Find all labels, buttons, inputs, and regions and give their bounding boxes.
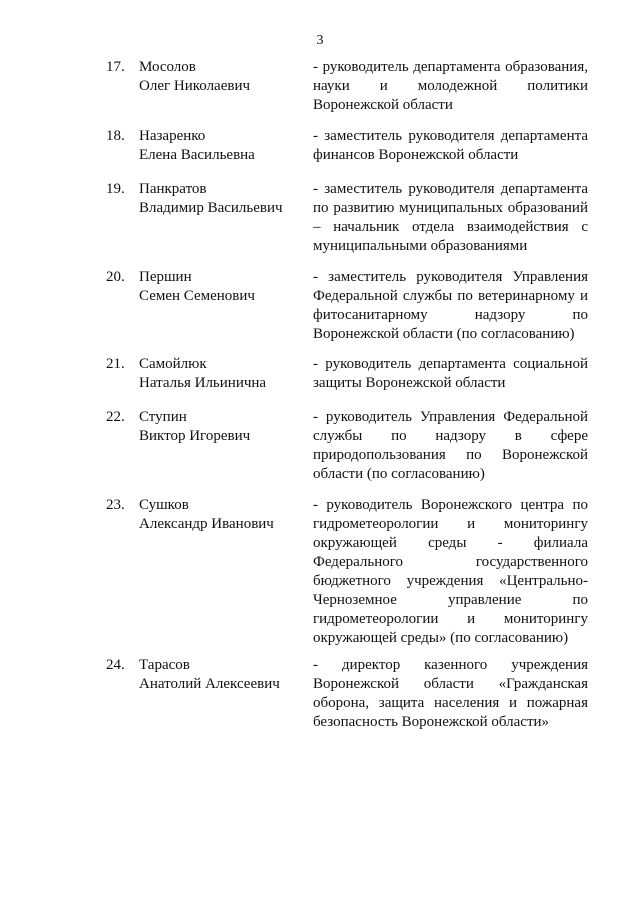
description-line: Федерального государственного <box>313 554 588 570</box>
given-names: Виктор Игоревич <box>139 428 251 444</box>
person-name <box>139 127 309 165</box>
entry-number: 17. <box>106 59 125 75</box>
description-line: по развитию муниципальных образований <box>313 200 588 216</box>
entry-number: 23. <box>106 497 125 513</box>
description-line: Федеральной службы по ветеринарному и <box>313 288 588 304</box>
surname: Назаренко <box>139 128 206 144</box>
surname: Тарасов <box>139 657 190 673</box>
position-description <box>313 496 588 648</box>
description-line: оборона, защита населения и пожарная <box>313 695 588 711</box>
person-name <box>139 408 309 446</box>
surname: Мосолов <box>139 59 196 75</box>
description-line: службы по надзору в сфере <box>313 428 588 444</box>
description-line: Воронежской области <box>313 97 453 113</box>
entry-number: 21. <box>106 356 125 372</box>
surname: Сушков <box>139 497 189 513</box>
description-line: Воронежской области «Гражданская <box>313 676 588 692</box>
person-name <box>139 268 309 306</box>
description-line: окружающей среды - филиала <box>313 535 588 551</box>
description-line: - руководитель Воронежского центра по <box>313 497 588 513</box>
description-line: - заместитель руководителя департамента <box>313 128 588 144</box>
description-line: науки и молодежной политики <box>313 78 588 94</box>
entry-number: 18. <box>106 128 125 144</box>
person-name <box>139 58 309 96</box>
position-description <box>313 408 588 484</box>
person-name <box>139 656 309 694</box>
given-names: Олег Николаевич <box>139 78 251 94</box>
position-description <box>313 656 588 732</box>
description-line: природопользования по Воронежской <box>313 447 588 463</box>
description-line: муниципальными образованиями <box>313 238 528 254</box>
page-number: 3 <box>316 33 324 48</box>
description-line: бюджетного учреждения «Центрально- <box>313 573 588 589</box>
surname: Ступин <box>139 409 187 425</box>
surname: Панкратов <box>139 181 207 197</box>
given-names: Анатолий Алексеевич <box>139 676 280 692</box>
description-line: - руководитель департамента образования, <box>313 59 588 75</box>
given-names: Семен Семенович <box>139 288 255 304</box>
surname: Самойлюк <box>139 356 207 372</box>
surname: Першин <box>139 269 192 285</box>
description-line: финансов Воронежской области <box>313 147 519 163</box>
person-name <box>139 355 309 393</box>
given-names: Александр Иванович <box>139 516 274 532</box>
description-line: Черноземное управление по <box>313 592 588 608</box>
entry-number: 20. <box>106 269 125 285</box>
entry-number: 19. <box>106 181 125 197</box>
entry-number: 24. <box>106 657 125 673</box>
position-description <box>313 355 588 393</box>
description-line: фитосанитарному надзору по <box>313 307 588 323</box>
description-line: – начальник отдела взаимодействия с <box>313 219 588 235</box>
description-line: - руководитель Управления Федеральной <box>313 409 588 425</box>
description-line: безопасность Воронежской области» <box>313 714 550 730</box>
description-line: области (по согласованию) <box>313 466 485 482</box>
given-names: Владимир Васильевич <box>139 200 283 216</box>
position-description <box>313 127 588 165</box>
description-line: окружающей среды» (по согласованию) <box>313 630 569 646</box>
position-description <box>313 58 588 115</box>
description-line: - заместитель руководителя Управления <box>313 269 588 285</box>
person-name <box>139 180 309 218</box>
description-line: - руководитель департамента социальной <box>313 356 588 372</box>
position-description <box>313 268 588 344</box>
description-line: гидрометеорологии и мониторингу <box>313 611 588 627</box>
given-names: Елена Васильевна <box>139 147 255 163</box>
entry-number: 22. <box>106 409 125 425</box>
person-name <box>139 496 309 534</box>
description-line: - директор казенного учреждения <box>313 657 588 673</box>
description-line: защиты Воронежской области <box>313 375 506 391</box>
description-line: Воронежской области (по согласованию) <box>313 326 575 342</box>
position-description <box>313 180 588 256</box>
description-line: гидрометеорологии и мониторингу <box>313 516 588 532</box>
description-line: - заместитель руководителя департамента <box>313 181 588 197</box>
given-names: Наталья Ильинична <box>139 375 267 391</box>
